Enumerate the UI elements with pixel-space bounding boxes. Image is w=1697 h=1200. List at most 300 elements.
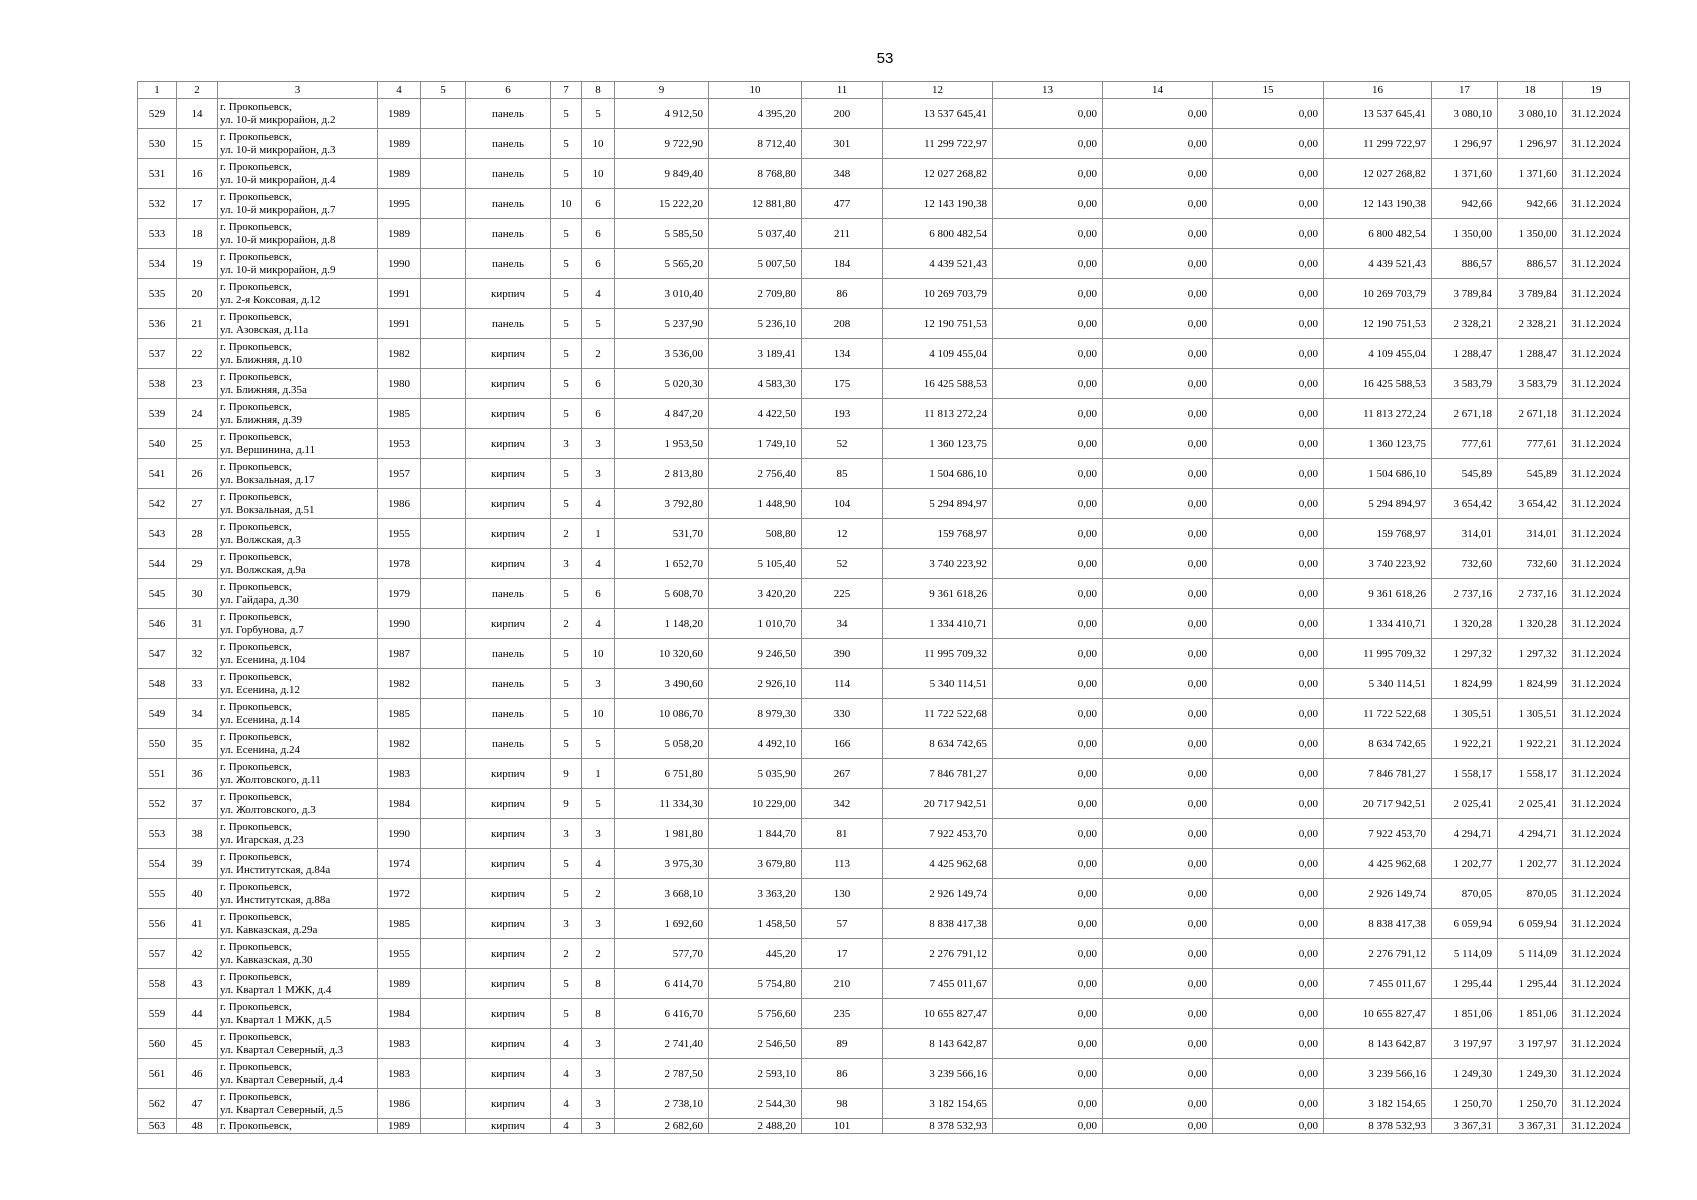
cell-cost-per-sqm: 4 294,71 (1432, 819, 1498, 849)
column-number-7: 7 (551, 82, 582, 99)
cell-col14: 0,00 (1103, 729, 1213, 759)
cell-material: кирпич (466, 879, 551, 909)
cell-index: 25 (177, 429, 218, 459)
cell-total-cost: 8 838 417,38 (1324, 909, 1432, 939)
cell-row-number: 533 (138, 219, 177, 249)
cell-address (218, 1029, 378, 1059)
cell-row-number: 541 (138, 459, 177, 489)
cell-entrances: 2 (582, 879, 615, 909)
cell-address (218, 579, 378, 609)
cell-col14: 0,00 (1103, 999, 1213, 1029)
cell-entrances: 3 (582, 1029, 615, 1059)
address-city: г. Прокопьевск, (220, 130, 292, 143)
cell-residents: 104 (802, 489, 883, 519)
cell-total-cost: 4 425 962,68 (1324, 849, 1432, 879)
cell-floors: 3 (551, 429, 582, 459)
cell-index: 44 (177, 999, 218, 1029)
cell-residents: 477 (802, 189, 883, 219)
cell-col13: 0,00 (993, 219, 1103, 249)
cell-col13: 0,00 (993, 969, 1103, 999)
cell-cost: 4 425 962,68 (883, 849, 993, 879)
cell-total-area: 11 334,30 (615, 789, 709, 819)
cell-cost: 16 425 588,53 (883, 369, 993, 399)
table-row (138, 1089, 1630, 1119)
cell-col14: 0,00 (1103, 1029, 1213, 1059)
cell-index: 48 (177, 1119, 218, 1134)
cell-col5 (421, 459, 466, 489)
cell-index: 30 (177, 579, 218, 609)
cell-max-cost-per-sqm: 1 851,06 (1498, 999, 1563, 1029)
cell-material: кирпич (466, 549, 551, 579)
table-row (138, 249, 1630, 279)
cell-living-area: 1 010,70 (709, 609, 802, 639)
cell-year: 1990 (378, 249, 421, 279)
cell-total-area: 2 787,50 (615, 1059, 709, 1089)
cell-entrances: 4 (582, 549, 615, 579)
cell-cost-per-sqm: 1 320,28 (1432, 609, 1498, 639)
address-city: г. Прокопьевск, (220, 820, 292, 833)
cell-total-area: 1 692,60 (615, 909, 709, 939)
cell-total-cost: 8 378 532,93 (1324, 1119, 1432, 1134)
cell-col14: 0,00 (1103, 879, 1213, 909)
address-city: г. Прокопьевск, (220, 190, 292, 203)
cell-col14: 0,00 (1103, 489, 1213, 519)
cell-deadline: 31.12.2024 (1563, 189, 1630, 219)
cell-floors: 9 (551, 759, 582, 789)
cell-col13: 0,00 (993, 99, 1103, 129)
cell-material: панель (466, 699, 551, 729)
cell-cost: 12 190 751,53 (883, 309, 993, 339)
cell-max-cost-per-sqm: 3 367,31 (1498, 1119, 1563, 1134)
cell-residents: 200 (802, 99, 883, 129)
cell-year: 1984 (378, 789, 421, 819)
cell-col13: 0,00 (993, 579, 1103, 609)
cell-total-cost: 2 926 149,74 (1324, 879, 1432, 909)
cell-col15: 0,00 (1213, 759, 1324, 789)
cell-col5 (421, 399, 466, 429)
cell-year: 1986 (378, 1089, 421, 1119)
cell-living-area: 2 544,30 (709, 1089, 802, 1119)
cell-year: 1986 (378, 489, 421, 519)
address-city: г. Прокопьевск, (220, 430, 292, 443)
cell-year: 1989 (378, 219, 421, 249)
cell-floors: 5 (551, 969, 582, 999)
cell-address (218, 1059, 378, 1089)
cell-floors: 5 (551, 579, 582, 609)
address-street: ул. Вокзальная, д.51 (220, 503, 315, 516)
table-row (138, 849, 1630, 879)
cell-deadline: 31.12.2024 (1563, 309, 1630, 339)
cell-total-area: 3 975,30 (615, 849, 709, 879)
cell-cost: 3 239 566,16 (883, 1059, 993, 1089)
cell-total-cost: 12 143 190,38 (1324, 189, 1432, 219)
cell-max-cost-per-sqm: 3 080,10 (1498, 99, 1563, 129)
address-street: ул. Кавказская, д.30 (220, 953, 313, 966)
column-number-9: 9 (615, 82, 709, 99)
address-city: г. Прокопьевск, (220, 460, 292, 473)
cell-col14: 0,00 (1103, 549, 1213, 579)
cell-col15: 0,00 (1213, 339, 1324, 369)
cell-col15: 0,00 (1213, 459, 1324, 489)
cell-total-cost: 3 239 566,16 (1324, 1059, 1432, 1089)
cell-year: 1955 (378, 519, 421, 549)
cell-col15: 0,00 (1213, 729, 1324, 759)
address-street: ул. 10-й микрорайон, д.4 (220, 173, 336, 186)
cell-total-cost: 5 340 114,51 (1324, 669, 1432, 699)
cell-material: кирпич (466, 789, 551, 819)
address-street: ул. Горбунова, д.7 (220, 623, 304, 636)
cell-living-area: 3 363,20 (709, 879, 802, 909)
cell-year: 1953 (378, 429, 421, 459)
cell-deadline: 31.12.2024 (1563, 279, 1630, 309)
cell-year: 1980 (378, 369, 421, 399)
cell-cost: 7 846 781,27 (883, 759, 993, 789)
cell-entrances: 5 (582, 789, 615, 819)
cell-floors: 5 (551, 129, 582, 159)
address-city: г. Прокопьевск, (220, 160, 292, 173)
address-city: г. Прокопьевск, (220, 220, 292, 233)
cell-total-area: 10 086,70 (615, 699, 709, 729)
cell-address (218, 639, 378, 669)
cell-col13: 0,00 (993, 459, 1103, 489)
cell-residents: 17 (802, 939, 883, 969)
cell-floors: 2 (551, 939, 582, 969)
cell-col14: 0,00 (1103, 939, 1213, 969)
cell-material: панель (466, 99, 551, 129)
cell-entrances: 5 (582, 309, 615, 339)
cell-year: 1974 (378, 849, 421, 879)
cell-cost: 1 334 410,71 (883, 609, 993, 639)
cell-row-number: 556 (138, 909, 177, 939)
cell-total-cost: 11 813 272,24 (1324, 399, 1432, 429)
cell-year: 1991 (378, 279, 421, 309)
cell-col5 (421, 969, 466, 999)
cell-material: кирпич (466, 1029, 551, 1059)
cell-col15: 0,00 (1213, 639, 1324, 669)
cell-cost-per-sqm: 2 025,41 (1432, 789, 1498, 819)
cell-year: 1983 (378, 1029, 421, 1059)
cell-address (218, 759, 378, 789)
cell-cost-per-sqm: 1 202,77 (1432, 849, 1498, 879)
cell-address (218, 849, 378, 879)
cell-deadline: 31.12.2024 (1563, 699, 1630, 729)
cell-entrances: 4 (582, 279, 615, 309)
cell-max-cost-per-sqm: 1 824,99 (1498, 669, 1563, 699)
cell-total-area: 15 222,20 (615, 189, 709, 219)
cell-index: 29 (177, 549, 218, 579)
cell-total-area: 1 148,20 (615, 609, 709, 639)
cell-total-cost: 1 334 410,71 (1324, 609, 1432, 639)
address-city: г. Прокопьевск, (220, 550, 292, 563)
cell-col13: 0,00 (993, 1059, 1103, 1089)
address-city: г. Прокопьевск, (220, 610, 292, 623)
cell-cost: 5 340 114,51 (883, 669, 993, 699)
cell-living-area: 1 458,50 (709, 909, 802, 939)
cell-residents: 267 (802, 759, 883, 789)
cell-total-area: 5 585,50 (615, 219, 709, 249)
cell-total-area: 5 058,20 (615, 729, 709, 759)
cell-col15: 0,00 (1213, 669, 1324, 699)
cell-total-area: 1 953,50 (615, 429, 709, 459)
cell-row-number: 547 (138, 639, 177, 669)
cell-col14: 0,00 (1103, 639, 1213, 669)
cell-col13: 0,00 (993, 939, 1103, 969)
cell-living-area: 5 236,10 (709, 309, 802, 339)
cell-address (218, 549, 378, 579)
cell-living-area: 3 420,20 (709, 579, 802, 609)
cell-entrances: 6 (582, 189, 615, 219)
cell-row-number: 531 (138, 159, 177, 189)
cell-entrances: 1 (582, 759, 615, 789)
cell-col13: 0,00 (993, 819, 1103, 849)
cell-max-cost-per-sqm: 1 288,47 (1498, 339, 1563, 369)
cell-address (218, 369, 378, 399)
cell-total-area: 5 565,20 (615, 249, 709, 279)
address-city: г. Прокопьевск, (220, 910, 292, 923)
cell-living-area: 12 881,80 (709, 189, 802, 219)
cell-residents: 52 (802, 429, 883, 459)
cell-col15: 0,00 (1213, 609, 1324, 639)
cell-cost: 4 109 455,04 (883, 339, 993, 369)
cell-year: 1991 (378, 309, 421, 339)
cell-living-area: 2 593,10 (709, 1059, 802, 1089)
cell-floors: 5 (551, 999, 582, 1029)
cell-total-area: 1 981,80 (615, 819, 709, 849)
cell-total-cost: 3 182 154,65 (1324, 1089, 1432, 1119)
cell-entrances: 1 (582, 519, 615, 549)
cell-index: 43 (177, 969, 218, 999)
cell-deadline: 31.12.2024 (1563, 519, 1630, 549)
cell-total-cost: 13 537 645,41 (1324, 99, 1432, 129)
address-street: ул. Есенина, д.104 (220, 653, 306, 666)
cell-total-area: 3 490,60 (615, 669, 709, 699)
cell-max-cost-per-sqm: 4 294,71 (1498, 819, 1563, 849)
cell-col14: 0,00 (1103, 339, 1213, 369)
cell-max-cost-per-sqm: 1 296,97 (1498, 129, 1563, 159)
address-street: ул. 10-й микрорайон, д.9 (220, 263, 336, 276)
cell-row-number: 546 (138, 609, 177, 639)
cell-col5 (421, 129, 466, 159)
cell-index: 19 (177, 249, 218, 279)
cell-col14: 0,00 (1103, 1089, 1213, 1119)
cell-cost: 3 182 154,65 (883, 1089, 993, 1119)
cell-cost: 11 813 272,24 (883, 399, 993, 429)
table-row (138, 189, 1630, 219)
cell-col13: 0,00 (993, 699, 1103, 729)
cell-floors: 4 (551, 1089, 582, 1119)
cell-residents: 130 (802, 879, 883, 909)
cell-col13: 0,00 (993, 879, 1103, 909)
cell-col5 (421, 729, 466, 759)
address-city: г. Прокопьевск, (220, 640, 292, 653)
cell-col5 (421, 609, 466, 639)
cell-col5 (421, 1059, 466, 1089)
cell-residents: 193 (802, 399, 883, 429)
cell-residents: 52 (802, 549, 883, 579)
cell-floors: 5 (551, 459, 582, 489)
cell-total-area: 577,70 (615, 939, 709, 969)
address-street: ул. Квартал Северный, д.4 (220, 1073, 344, 1086)
cell-col15: 0,00 (1213, 129, 1324, 159)
address-city: г. Прокопьевск, (220, 730, 292, 743)
cell-cost: 8 378 532,93 (883, 1119, 993, 1134)
cell-cost-per-sqm: 1 250,70 (1432, 1089, 1498, 1119)
cell-col14: 0,00 (1103, 219, 1213, 249)
cell-total-area: 2 813,80 (615, 459, 709, 489)
cell-total-area: 531,70 (615, 519, 709, 549)
cell-max-cost-per-sqm: 314,01 (1498, 519, 1563, 549)
cell-max-cost-per-sqm: 6 059,94 (1498, 909, 1563, 939)
cell-col14: 0,00 (1103, 909, 1213, 939)
cell-year: 1990 (378, 819, 421, 849)
cell-living-area: 3 679,80 (709, 849, 802, 879)
cell-entrances: 10 (582, 129, 615, 159)
cell-year: 1983 (378, 1059, 421, 1089)
cell-col14: 0,00 (1103, 399, 1213, 429)
cell-row-number: 551 (138, 759, 177, 789)
address-city: г. Прокопьевск, (220, 940, 292, 953)
cell-living-area: 5 105,40 (709, 549, 802, 579)
cell-col15: 0,00 (1213, 549, 1324, 579)
address-city: г. Прокопьевск, (220, 370, 292, 383)
cell-floors: 5 (551, 849, 582, 879)
cell-max-cost-per-sqm: 3 654,42 (1498, 489, 1563, 519)
cell-living-area: 1 749,10 (709, 429, 802, 459)
cell-year: 1978 (378, 549, 421, 579)
cell-cost-per-sqm: 732,60 (1432, 549, 1498, 579)
cell-residents: 210 (802, 969, 883, 999)
cell-deadline: 31.12.2024 (1563, 729, 1630, 759)
cell-cost-per-sqm: 3 080,10 (1432, 99, 1498, 129)
cell-col14: 0,00 (1103, 159, 1213, 189)
address-city: г. Прокопьевск, (220, 310, 292, 323)
table-row (138, 579, 1630, 609)
cell-address (218, 879, 378, 909)
cell-cost-per-sqm: 6 059,94 (1432, 909, 1498, 939)
cell-cost-per-sqm: 1 851,06 (1432, 999, 1498, 1029)
table-row (138, 1029, 1630, 1059)
cell-col13: 0,00 (993, 909, 1103, 939)
cell-total-cost: 12 190 751,53 (1324, 309, 1432, 339)
table-row (138, 399, 1630, 429)
cell-max-cost-per-sqm: 3 789,84 (1498, 279, 1563, 309)
cell-entrances: 10 (582, 159, 615, 189)
cell-row-number: 536 (138, 309, 177, 339)
address-street: ул. Есенина, д.12 (220, 683, 301, 696)
cell-floors: 5 (551, 669, 582, 699)
cell-col14: 0,00 (1103, 819, 1213, 849)
cell-address (218, 189, 378, 219)
cell-col5 (421, 789, 466, 819)
cell-col13: 0,00 (993, 129, 1103, 159)
cell-material: кирпич (466, 609, 551, 639)
cell-cost-per-sqm: 886,57 (1432, 249, 1498, 279)
cell-residents: 81 (802, 819, 883, 849)
cell-max-cost-per-sqm: 942,66 (1498, 189, 1563, 219)
cell-cost-per-sqm: 1 295,44 (1432, 969, 1498, 999)
cell-material: панель (466, 579, 551, 609)
cell-deadline: 31.12.2024 (1563, 159, 1630, 189)
cell-col5 (421, 669, 466, 699)
cell-material: панель (466, 249, 551, 279)
cell-index: 18 (177, 219, 218, 249)
cell-col5 (421, 1089, 466, 1119)
cell-col5 (421, 999, 466, 1029)
cell-year: 1985 (378, 399, 421, 429)
cell-cost: 12 027 268,82 (883, 159, 993, 189)
cell-material: кирпич (466, 399, 551, 429)
cell-total-area: 3 668,10 (615, 879, 709, 909)
cell-col15: 0,00 (1213, 969, 1324, 999)
cell-material: панель (466, 729, 551, 759)
cell-address (218, 909, 378, 939)
cell-row-number: 538 (138, 369, 177, 399)
cell-living-area: 445,20 (709, 939, 802, 969)
cell-cost-per-sqm: 2 737,16 (1432, 579, 1498, 609)
cell-living-area: 8 768,80 (709, 159, 802, 189)
cell-col14: 0,00 (1103, 669, 1213, 699)
cell-row-number: 554 (138, 849, 177, 879)
address-street: ул. Жолтовского, д.11 (220, 773, 321, 786)
cell-total-cost: 9 361 618,26 (1324, 579, 1432, 609)
cell-material: панель (466, 309, 551, 339)
address-street: ул. Игарская, д.23 (220, 833, 304, 846)
address-street: ул. Квартал 1 МЖК, д.4 (220, 983, 332, 996)
table-row (138, 609, 1630, 639)
cell-col5 (421, 189, 466, 219)
cell-cost: 5 294 894,97 (883, 489, 993, 519)
cell-year: 1984 (378, 999, 421, 1029)
cell-year: 1989 (378, 129, 421, 159)
cell-material: кирпич (466, 1059, 551, 1089)
cell-cost: 13 537 645,41 (883, 99, 993, 129)
cell-cost-per-sqm: 3 654,42 (1432, 489, 1498, 519)
cell-col14: 0,00 (1103, 129, 1213, 159)
cell-row-number: 537 (138, 339, 177, 369)
cell-year: 1989 (378, 1119, 421, 1134)
cell-max-cost-per-sqm: 1 305,51 (1498, 699, 1563, 729)
cell-row-number: 532 (138, 189, 177, 219)
cell-material: кирпич (466, 969, 551, 999)
cell-row-number: 555 (138, 879, 177, 909)
cell-col14: 0,00 (1103, 189, 1213, 219)
cell-floors: 4 (551, 1029, 582, 1059)
cell-entrances: 4 (582, 849, 615, 879)
cell-col15: 0,00 (1213, 1059, 1324, 1089)
cell-entrances: 4 (582, 609, 615, 639)
address-city: г. Прокопьевск, (220, 1030, 292, 1043)
cell-max-cost-per-sqm: 1 249,30 (1498, 1059, 1563, 1089)
cell-total-cost: 1 504 686,10 (1324, 459, 1432, 489)
table-row (138, 1119, 1630, 1134)
cell-index: 16 (177, 159, 218, 189)
cell-col15: 0,00 (1213, 399, 1324, 429)
cell-total-area: 3 536,00 (615, 339, 709, 369)
cell-deadline: 31.12.2024 (1563, 789, 1630, 819)
cell-col13: 0,00 (993, 249, 1103, 279)
cell-living-area: 4 492,10 (709, 729, 802, 759)
cell-material: кирпич (466, 429, 551, 459)
cell-floors: 3 (551, 819, 582, 849)
cell-row-number: 563 (138, 1119, 177, 1134)
cell-cost: 1 360 123,75 (883, 429, 993, 459)
cell-index: 38 (177, 819, 218, 849)
cell-index: 40 (177, 879, 218, 909)
cell-residents: 57 (802, 909, 883, 939)
cell-col5 (421, 159, 466, 189)
cell-deadline: 31.12.2024 (1563, 339, 1630, 369)
cell-residents: 225 (802, 579, 883, 609)
